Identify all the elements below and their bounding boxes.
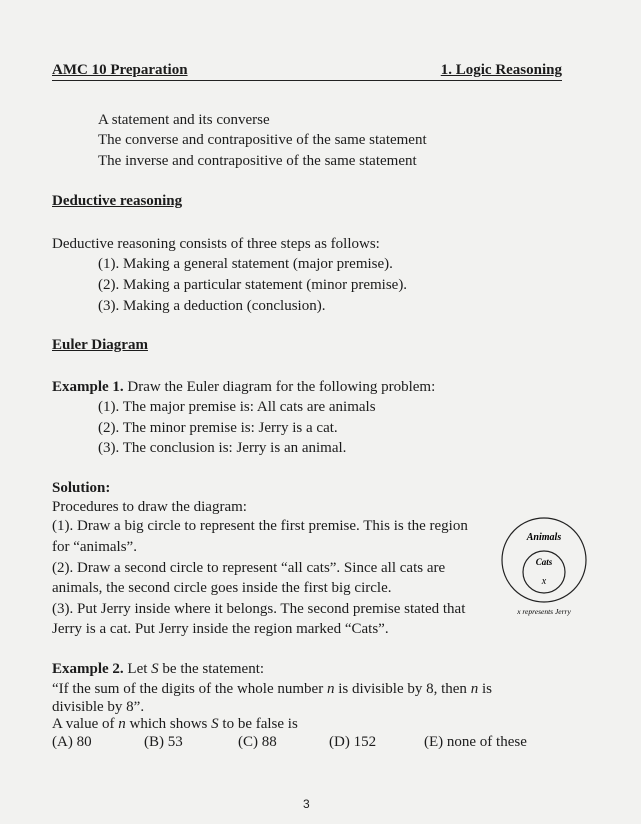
deductive-step: (2). Making a particular statement (minor premise). — [98, 277, 408, 293]
example1-item: (3). The conclusion is: Jerry is an animal. — [98, 440, 347, 456]
page-header — [52, 62, 562, 81]
animals-label: Animals — [526, 532, 562, 543]
header-chapter-title: 1. Logic Reasoning — [440, 62, 562, 78]
euler-heading: Euler Diagram — [52, 337, 148, 353]
answer-choice: (E) none of these — [424, 734, 527, 750]
jerry-point-label: x — [541, 576, 547, 587]
example1-text: Draw the Euler diagram for the following problem: — [123, 379, 436, 395]
solution-line: Procedures to draw the diagram: — [52, 499, 247, 515]
deductive-heading: Deductive reasoning — [52, 193, 183, 209]
var-n: n — [470, 681, 479, 697]
example2-prompt: Example 2. Let S be the statement: — [52, 661, 265, 677]
example1-item: (2). The minor premise is: Jerry is a cat. — [98, 420, 338, 436]
solution-line: Jerry is a cat. Put Jerry inside the region marked “Cats”. — [52, 621, 389, 637]
deductive-step: (3). Making a deduction (conclusion). — [98, 298, 326, 314]
solution-line: (1). Draw a big circle to represent the first premise. This is the region — [52, 518, 468, 534]
answer-choice: (A) 80 — [52, 734, 92, 750]
solution-line: for “animals”. — [52, 539, 137, 555]
solution-label: Solution: — [52, 480, 111, 496]
answer-choice: (B) 53 — [144, 734, 183, 750]
example2-statement-end: divisible by 8”. — [52, 699, 145, 715]
solution-line: animals, the second circle goes inside the first big circle. — [52, 580, 392, 596]
option-line: The converse and contrapositive of the same statement — [98, 132, 427, 148]
answer-choice: (C) 88 — [238, 734, 277, 750]
deductive-step: (1). Making a general statement (major premise). — [98, 256, 393, 272]
example1-label: Example 1. — [52, 379, 124, 395]
option-line: The inverse and contrapositive of the same statement — [98, 153, 417, 169]
cats-label: Cats — [535, 557, 553, 567]
solution-line: (2). Draw a second circle to represent “all cats”. Since all cats are — [52, 560, 446, 576]
answer-choice: (D) 152 — [329, 734, 377, 750]
var-s: S — [151, 661, 159, 677]
example1-prompt — [52, 377, 435, 397]
example2-statement: “If the sum of the digits of the whole number n is divisible by 8, then n is — [52, 681, 492, 697]
example1-item: (1). The major premise is: All cats are animals — [98, 399, 376, 415]
diagram-caption: x represents Jerry — [517, 607, 571, 616]
option-line: A statement and its converse — [98, 112, 270, 128]
euler-diagram — [498, 510, 590, 620]
deductive-intro: Deductive reasoning consists of three steps as follows: — [52, 236, 380, 252]
page-number: 3 — [303, 797, 310, 811]
var-n: n — [326, 681, 335, 697]
header-course-title: AMC 10 Preparation — [52, 62, 188, 78]
example2-question: A value of n which shows S to be false is — [52, 716, 298, 732]
solution-line: (3). Put Jerry inside where it belongs. The second premise stated that — [52, 601, 466, 617]
example2-label: Example 2. — [52, 661, 124, 677]
